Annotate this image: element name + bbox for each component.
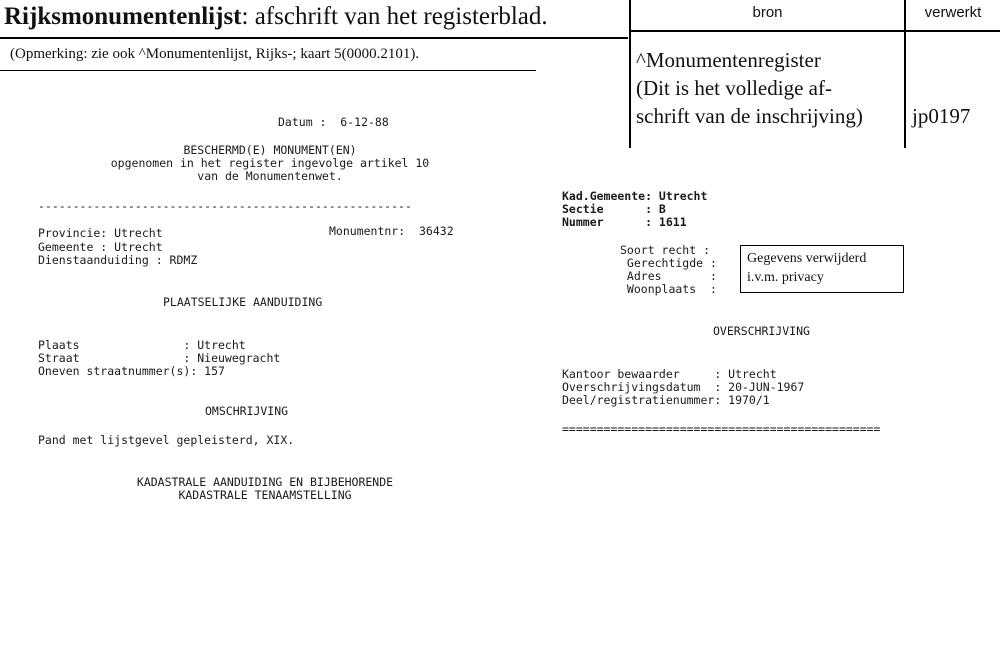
table-header-bron: bron [752, 4, 783, 21]
register-datum: Datum : 6-12-88 [278, 115, 389, 129]
header-note: (Opmerking: zie ook ^Monumentenlijst, Rijks-; kaart 5(0000.2101). [10, 46, 420, 62]
section-heading-kadastrale: KADASTRALE AANDUIDING EN BIJBEHORENDE KADASTRALE TENAAMSTELLING [136, 475, 394, 502]
register-address: Plaats : Utrecht Straat : Nieuwegracht Oneven straatnummer(s): 157 [38, 338, 281, 378]
register-provincie: Provincie: Utrecht [38, 226, 163, 240]
register-monumentnr: Monumentnr: 36432 [329, 224, 454, 238]
page-title-rest: : afschrift van het registerblad. [241, 3, 548, 30]
table-header-rule [629, 30, 1000, 32]
privacy-text: Gegevens verwijderd i.v.m. privacy [747, 251, 867, 285]
register-gemeente: Gemeente : Utrecht Dienstaanduiding : RDMZ [38, 240, 198, 267]
section-heading-omschrijving: OMSCHRIJVING [205, 404, 289, 418]
kadaster-double-divider: ============================================== [562, 423, 881, 436]
table-border-left [629, 0, 631, 148]
kadaster-gemeente: Kad.Gemeente: Utrecht Sectie : B Nummer : 1611 [562, 189, 708, 229]
table-cell-verwerkt: jp0197 [912, 104, 971, 128]
register-omschrijving: Pand met lijstgevel gepleisterd, XIX. [38, 433, 295, 447]
section-heading-overschrijving: OVERSCHRIJVING [713, 324, 810, 338]
register-divider: ------------------------------------------------------ [38, 199, 412, 213]
page-title-bold: Rijksmonumentenlijst [4, 3, 242, 30]
kadaster-recht-labels: Soort recht : Gerechtigde : Adres : Woonplaats : [620, 243, 717, 296]
table-header-verwerkt: verwerkt [924, 4, 982, 21]
table-cell-bron: ^Monumentenregister (Dit is het volledige af- schrift van de inschrijving) [636, 48, 863, 128]
register-heading: BESCHERMD(E) MONUMENT(EN) opgenomen in het register ingevolge artikel 10 van de Monumentenwet. [110, 143, 430, 183]
note-rule [0, 70, 536, 71]
page-title [4, 0, 548, 34]
title-rule [0, 37, 628, 39]
kadaster-overschrijving: Kantoor bewaarder : Utrecht Overschrijvingsdatum : 20-JUN-1967 Deel/registratienummer: 1970/1 [562, 367, 805, 407]
section-heading-plaatselijke: PLAATSELIJKE AANDUIDING [163, 295, 323, 309]
table-border-middle [904, 0, 906, 148]
